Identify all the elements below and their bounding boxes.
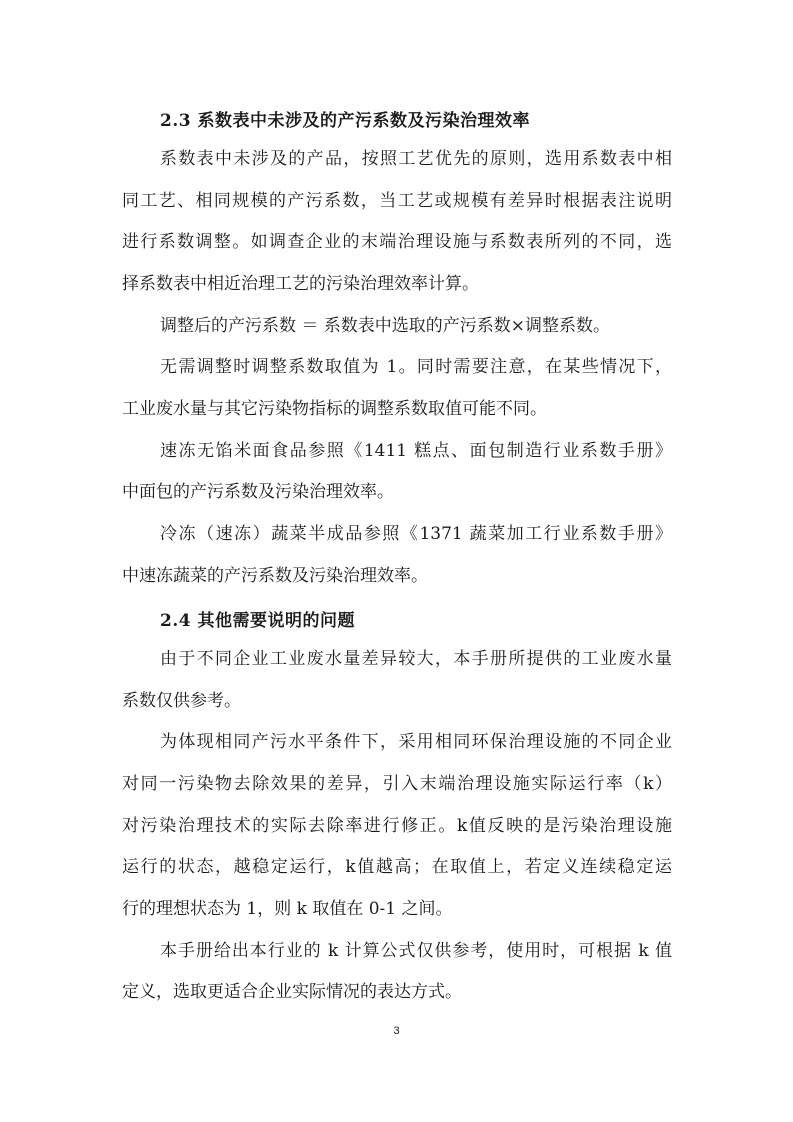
- text-line: 对同一污染物去除效果的差异，引入末端治理设施实际运行率（k）: [122, 774, 672, 794]
- text-line: 系数仅供参考。: [122, 691, 241, 711]
- text-line: 由于不同企业工业废水量差异较大，本手册所提供的工业废水量: [160, 649, 672, 669]
- section-heading-2-3: 2.3 系数表中未涉及的产污系数及污染治理效率: [160, 111, 530, 131]
- text-line: 定义，选取更适合企业实际情况的表达方式。: [122, 982, 462, 1002]
- text-line: 调整后的产污系数 ＝ 系数表中选取的产污系数×调整系数。: [160, 316, 611, 336]
- text-line: 速冻无馅米面食品参照《1411 糕点、面包制造行业系数手册》: [160, 441, 672, 461]
- text-line: 无需调整时调整系数取值为 1。同时需要注意，在某些情况下，: [160, 357, 672, 377]
- text-line: 为体现相同产污水平条件下，采用相同环保治理设施的不同企业: [160, 732, 672, 752]
- text-line: 行的理想状态为 1，则 k 取值在 0-1 之间。: [122, 899, 453, 919]
- text-line: 进行系数调整。如调查企业的末端治理设施与系数表所列的不同，选: [122, 232, 672, 252]
- text-line: 中面包的产污系数及污染治理效率。: [122, 482, 394, 502]
- text-line: 系数表中未涉及的产品，按照工艺优先的原则，选用系数表中相: [160, 149, 672, 169]
- text-line: 工业废水量与其它污染物指标的调整系数取值可能不同。: [122, 399, 547, 419]
- text-line: 对污染治理技术的实际去除率进行修正。k值反映的是污染治理设施: [122, 816, 672, 836]
- text-line: 同工艺、相同规模的产污系数，当工艺或规模有差异时根据表注说明: [122, 191, 672, 211]
- text-line: 择系数表中相近治理工艺的污染治理效率计算。: [122, 274, 479, 294]
- text-line: 冷冻（速冻）蔬菜半成品参照《1371 蔬菜加工行业系数手册》: [160, 524, 672, 544]
- text-line: 本手册给出本行业的 k 计算公式仅供参考，使用时，可根据 k 值: [160, 941, 672, 961]
- text-line: 运行的状态，越稳定运行，k值越高；在取值上，若定义连续稳定运: [122, 857, 672, 877]
- section-heading-2-4: 2.4 其他需要说明的问题: [160, 611, 355, 631]
- text-line: 中速冻蔬菜的产污系数及污染治理效率。: [122, 566, 428, 586]
- page-number: 3: [393, 1025, 400, 1037]
